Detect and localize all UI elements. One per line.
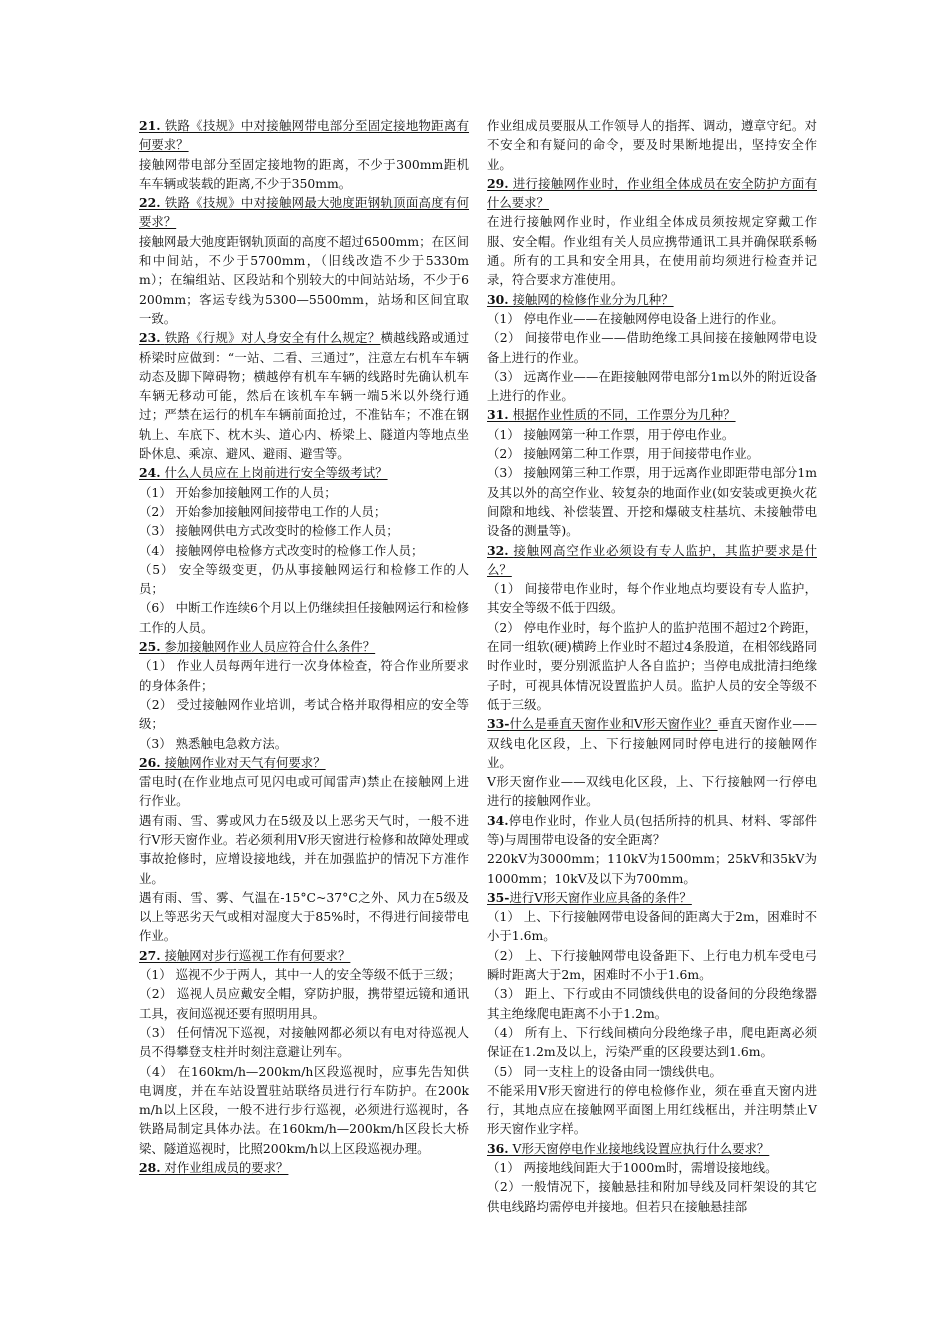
- question-32: 32. 接触网高空作业必须设有专人监护，其监护要求是什么？: [487, 542, 817, 577]
- right-column: [487, 116, 817, 1216]
- answer-text: 220kV为3000mm；110kV为1500mm；25kV和35kV为1000mm；10kV及以下为700mm。: [487, 851, 817, 886]
- answer-item: （3） 接触网第三种工作票，用于远离作业即距带电部分1m及其以外的高空作业、较复杂的地面作业(如安装或更换火花间隙和地线、补偿装置、开挖和爆破支柱基坑、未接触带电设备的测量等)。: [487, 465, 817, 539]
- left-column: [139, 116, 469, 1177]
- question-29: 29. 进行接触网作业时，作业组全体成员在安全防护方面有什么要求？: [487, 175, 818, 211]
- question-23: 23. 铁路《行规》对人身安全有什么规定？横越线路或通过桥梁时应做到：“一站、二看、三通过”，注意左右机车车辆动态及脚下障碍物；横越停有机车车辆的线路时先确认机车车辆无移动可能，然后在该机车车辆一端5米以外绕行通过；严禁在运行的机车车辆前面抢过，不准钻车；不准在钢轨上、车底下、枕木头、道心内、桥梁上、隧道内等地点坐卧休息、乘凉、避风、避雨、避雪等。: [139, 330, 470, 462]
- answer-text: V形天窗作业——双线电化区段，上、下行接触网一行停电进行的接触网作业。: [487, 774, 817, 809]
- answer-item: （1） 作业人员每两年进行一次身体检查，符合作业所要求的身体条件；: [139, 658, 469, 693]
- answer-item: （2） 接触网第二种工作票，用于间接带电作业。: [487, 446, 760, 462]
- answer-item: （4） 在160km/h—200km/h区段巡视时，应事先告知供电调度，并在车站设置驻站联络员进行行车防护。在200km/h以上区段，一般不进行步行巡视，必须进行巡视时，各铁路局制定具体办法。在160km/h—200km/h区段长大桥梁、隧道巡视时，比照200km/h以上区段巡视办理。: [139, 1063, 469, 1156]
- answer-item: （3） 距上、下行或由不同馈线供电的设备间的分段绝缘器其主绝缘爬电距离不小于1.2m。: [487, 986, 817, 1021]
- answer-item: （2） 上、下行接触网带电设备距下、上行电力机车受电弓瞬时距离大于2m，困难时不小于1.6m。: [487, 947, 817, 983]
- answer-text: 接触网带电部分至固定接地物的距离，不少于300mm距机车车辆或装载的距离,不少于350mm。: [139, 156, 469, 191]
- answer-item: （3） 远离作业——在距接触网带电部分1m以外的附近设备上进行的作业。: [487, 368, 817, 404]
- answer-item: （1） 上、下行接触网带电设备间的距离大于2m，困难时不小于1.6m。: [487, 909, 817, 944]
- answer-item: （2） 开始参加接触网间接带电工作的人员；: [139, 503, 387, 519]
- answer-item: （2） 间接带电作业——借助绝缘工具间接在接触网带电设备上进行的作业。: [487, 330, 817, 365]
- answer-item: （5） 同一支柱上的设备由同一馈线供电。: [487, 1063, 722, 1079]
- answer-text: 雷电时(在作业地点可见闪电或可闻雷声)禁止在接触网上进行作业。: [139, 774, 469, 809]
- question-26: 26. 接触网作业对天气有何要求？: [139, 754, 326, 770]
- answer-item: （5） 安全等级变更，仍从事接触网运行和检修工作的人员；: [139, 561, 469, 597]
- question-27: 27. 接触网对步行巡视工作有何要求？: [139, 947, 351, 963]
- answer-text: 作业组成员要服从工作领导人的指挥、调动，遵章守纪。对不安全和有疑问的命令，要及时果断地提出，坚持安全作业。: [487, 118, 817, 172]
- answer-item: （1） 开始参加接触网工作的人员；: [139, 484, 337, 500]
- question-30: 30. 接触网的检修作业分为几种？: [487, 291, 674, 307]
- question-33: 33-什么是垂直天窗作业和V形天窗作业？垂直天窗作业——双线电化区段，上、下行接触网同时停电进行的接触网作业。: [487, 716, 818, 770]
- answer-item: （2） 受过接触网作业培训，考试合格并取得相应的安全等级；: [139, 696, 469, 732]
- answer-item: （6） 中断工作连续6个月以上仍继续担任接触网运行和检修工作的人员。: [139, 600, 469, 635]
- answer-item: （1） 两接地线间距大于1000m时，需增设接地线。: [487, 1160, 778, 1176]
- question-21: 21. 铁路《技规》中对接触网带电部分至固定接地物距离有何要求？: [139, 118, 470, 153]
- answer-text: 遇有雨、雪、雾或风力在5级及以上恶劣天气时，一般不进行V形天窗作业。若必须利用V形天窗进行检修和故障处理或事故抢修时，应增设接地线，并在加强监护的情况下方准作业。: [139, 812, 469, 886]
- answer-item: （2）一般情况下，接触悬挂和附加导线及同杆架设的其它供电线路均需停电并接地。但若只在接触悬挂部: [487, 1179, 817, 1214]
- answer-item: （3） 熟悉触电急救方法。: [139, 735, 288, 751]
- question-24: 24. 什么人员应在上岗前进行安全等级考试？: [139, 465, 388, 481]
- answer-item: （1） 接触网第一种工作票，用于停电作业。: [487, 426, 735, 442]
- question-35: 35-进行V形天窗作业应具备的条件？: [487, 889, 692, 905]
- answer-item: （4） 所有上、下行线间横向分段绝缘子串，爬电距离必须保证在1.2m及以上，污染严重的区段要达到1.6m。: [487, 1024, 817, 1060]
- answer-item: （2） 停电作业时，每个监护人的监护范围不超过2个跨距，在同一组软(硬)横跨上作业时不超过4条股道，在相邻线路同时作业时，要分别派监护人各自监护；当停电成批清扫绝缘子时，可视具体情况设置监护人员。监护人员的安全等级不低于三级。: [487, 619, 817, 712]
- answer-text: 不能采用V形天窗进行的停电检修作业，须在垂直天窗内进行，其地点应在接触网平面图上用红线框出，并注明禁止V形天窗作业字样。: [487, 1082, 817, 1137]
- question-22: 22. 铁路《技规》中对接触网最大弛度距钢轨顶面高度有何要求？: [139, 195, 470, 230]
- answer-text: 在进行接触网作业时，作业组全体成员须按规定穿戴工作服、安全帽。作业组有关人员应携带通讯工具并确保联系畅通。所有的工具和安全用具，在使用前均须进行检查并记录，符合要求方准使用。: [487, 214, 817, 288]
- question-34: 34.停电作业时，作业人员(包括所持的机具、材料、零部件等)与周围带电设备的安全距离？: [487, 812, 817, 847]
- answer-item: （3） 任何情况下巡视，对接触网都必须以有电对待巡视人员不得攀登支柱并时刻注意避让列车。: [139, 1024, 469, 1060]
- question-25: 25. 参加接触网作业人员应符合什么条件？: [139, 639, 376, 655]
- answer-item: （4） 接触网停电检修方式改变时的检修工作人员；: [139, 542, 424, 558]
- answer-item: （1） 停电作业——在接触网停电设备上进行的作业。: [487, 310, 784, 326]
- question-36: 36. V形天窗停电作业接地线设置应执行什么要求？: [487, 1140, 770, 1156]
- answer-item: （3） 接触网供电方式改变时的检修工作人员；: [139, 523, 399, 539]
- answer-item: （2） 巡视人员应戴安全帽，穿防护服，携带望远镜和通讯工具，夜间巡视还要有照明用具。: [139, 986, 469, 1021]
- question-28: 28. 对作业组成员的要求？: [139, 1160, 289, 1176]
- answer-item: （1） 巡视不少于两人，其中一人的安全等级不低于三级；: [139, 967, 461, 983]
- question-31: 31. 根据作业性质的不同，工作票分为几种？: [487, 407, 736, 423]
- answer-text: 接触网最大弛度距钢轨顶面的高度不超过6500mm；在区间和中间站，不少于5700mm，（旧线改造不少于5330mm）；在编组站、区段站和个别较大的中间站站场，不少于6200mm；客运专线为5300—5500mm，站场和区间宜取一致。: [139, 233, 469, 326]
- answer-item: （1） 间接带电作业时，每个作业地点均要设有专人监护，其安全等级不低于四级。: [487, 581, 817, 616]
- answer-text: 遇有雨、雪、雾、气温在-15°C~37°C之外、风力在5级及以上等恶劣天气或相对湿度大于85%时，不得进行间接带电作业。: [139, 889, 469, 944]
